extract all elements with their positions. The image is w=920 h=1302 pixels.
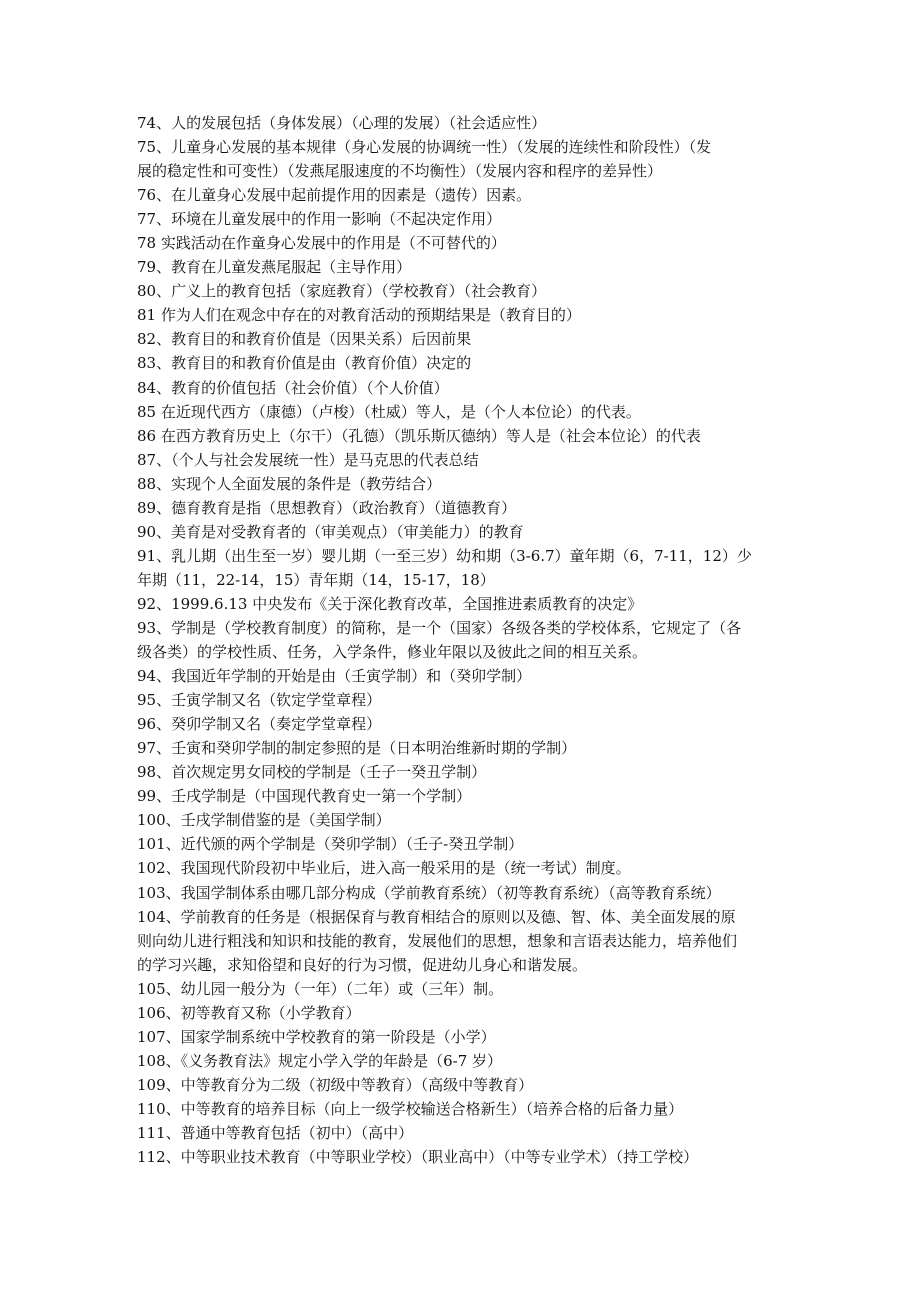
text-line: 100、壬戌学制借鉴的是（美国学制） xyxy=(137,811,391,830)
text-line: 109、中等教育分为二级（初级中等教育）（高级中等教育） xyxy=(137,1075,534,1094)
text-line: 112、中等职业技术教育（中等职业学校）（职业高中）（中等专业学术）（持工学校） xyxy=(137,1148,699,1167)
text-line: 92、1999.6.13 中央发布《关于深化教育改革，全国推进素质教育的决定》 xyxy=(137,594,643,613)
text-line: 则向幼儿进行粗浅和知识和技能的教育，发展他们的思想，想象和言语表达能力，培养他们 xyxy=(137,931,738,950)
text-line: 90、美育是对受教育者的（审美观点）（审美能力）的教育 xyxy=(137,522,524,541)
text-line: 81 作为人们在观念中存在的对教育活动的预期结果是（教育目的） xyxy=(137,306,581,325)
text-line: 91、乳儿期（出生至一岁）婴儿期（一至三岁）幼和期（3-6.7）童年期（6，7-11，12）少 xyxy=(137,546,752,565)
text-line: 年期（11，22-14，15）青年期（14，15-17，18） xyxy=(137,570,495,589)
text-line: 的学习兴趣，求知俗望和良好的行为习惯，促进幼儿身心和谐发展。 xyxy=(137,955,588,974)
text-line: 展的稳定性和可变性）（发燕尾服速度的不均衡性）（发展内容和程序的差异性） xyxy=(137,162,663,181)
text-line: 级各类）的学校性质、任务，入学条件，修业年限以及彼此之间的相互关系。 xyxy=(137,643,648,662)
text-line: 80、广义上的教育包括（家庭教育）（学校教育）（社会教育） xyxy=(137,282,547,301)
text-line: 107、国家学制系统中学校教育的第一阶段是（小学） xyxy=(137,1027,496,1046)
text-line: 106、初等教育又称（小学教育） xyxy=(137,1003,361,1022)
text-line: 75、儿童身心发展的基本规律（身心发展的协调统一性）（发展的连续性和阶段性）（发 xyxy=(137,138,712,157)
text-line: 97、壬寅和癸卯学制的制定参照的是（日本明治维新时期的学制） xyxy=(137,739,577,758)
text-line: 98、首次规定男女同校的学制是（壬子一癸丑学制） xyxy=(137,763,487,782)
text-line: 84、教育的价值包括（社会价值）（个人价值） xyxy=(137,378,449,397)
text-line: 102、我国现代阶段初中毕业后，进入高一般采用的是（统一考试）制度。 xyxy=(137,859,631,878)
text-line: 95、壬寅学制又名（钦定学堂章程） xyxy=(137,691,382,710)
text-line: 76、在儿童身心发展中起前提作用的因素是（遗传）因素。 xyxy=(137,186,532,205)
text-line: 83、教育目的和教育价值是由（教育价值）决定的 xyxy=(137,354,472,373)
text-line: 105、幼儿园一般分为（一年）（二年）或（三年）制。 xyxy=(137,979,504,998)
text-line: 101、近代颁的两个学制是（癸卯学制）（壬子-癸丑学制） xyxy=(137,835,524,854)
text-line: 94、我国近年学制的开始是由（壬寅学制）和（癸卯学制） xyxy=(137,667,532,686)
text-line: 86 在西方教育历史上（尔干）（孔德）（凯乐斯仄德纳）等人是（社会本位论）的代表 xyxy=(137,426,701,445)
text-line: 110、中等教育的培养目标（向上一级学校输送合格新生）（培养合格的后备力量） xyxy=(137,1099,684,1118)
text-line: 85 在近现代西方（康德）（卢梭）（杜威）等人，是（个人本位论）的代表。 xyxy=(137,402,641,421)
text-line: 79、教育在儿童发燕尾服起（主导作用） xyxy=(137,258,412,277)
text-line: 74、人的发展包括（身体发展）（心理的发展）（社会适应性） xyxy=(137,114,547,132)
text-line: 108、《义务教育法》规定小学入学的年龄是（6-7 岁） xyxy=(137,1051,503,1070)
text-line: 82、教育目的和教育价值是（因果关系）后因前果 xyxy=(137,330,472,349)
text-line: 89、德育教育是指（思想教育）（政治教育）（道德教育） xyxy=(137,498,517,517)
text-line: 88、实现个人全面发展的条件是（教劳结合） xyxy=(137,474,442,493)
text-line: 78 实践活动在作童身心发展中的作用是（不可替代的） xyxy=(137,234,506,253)
text-line: 104、学前教育的任务是（根据保育与教育相结合的原则以及德、智、体、美全面发展的原 xyxy=(137,907,736,926)
text-line: 87、（个人与社会发展统一性）是马克思的代表总结 xyxy=(137,450,479,469)
text-line: 103、我国学制体系由哪几部分构成（学前教育系统）（初等教育系统）（高等教育系统） xyxy=(137,883,721,902)
text-line: 99、壬戌学制是（中国现代教育史一第一个学制） xyxy=(137,787,472,806)
text-line: 111、普通中等教育包括（初中）（高中） xyxy=(137,1123,414,1142)
text-line: 96、癸卯学制又名（奏定学堂章程） xyxy=(137,715,382,734)
text-line: 93、学制是（学校教育制度）的简称，是一个（国家）各级各类的学校体系，它规定了（各 xyxy=(137,618,742,637)
text-line: 77、环境在儿童发展中的作用一影响（不起决定作用） xyxy=(137,210,502,229)
document-page xyxy=(137,111,783,1169)
